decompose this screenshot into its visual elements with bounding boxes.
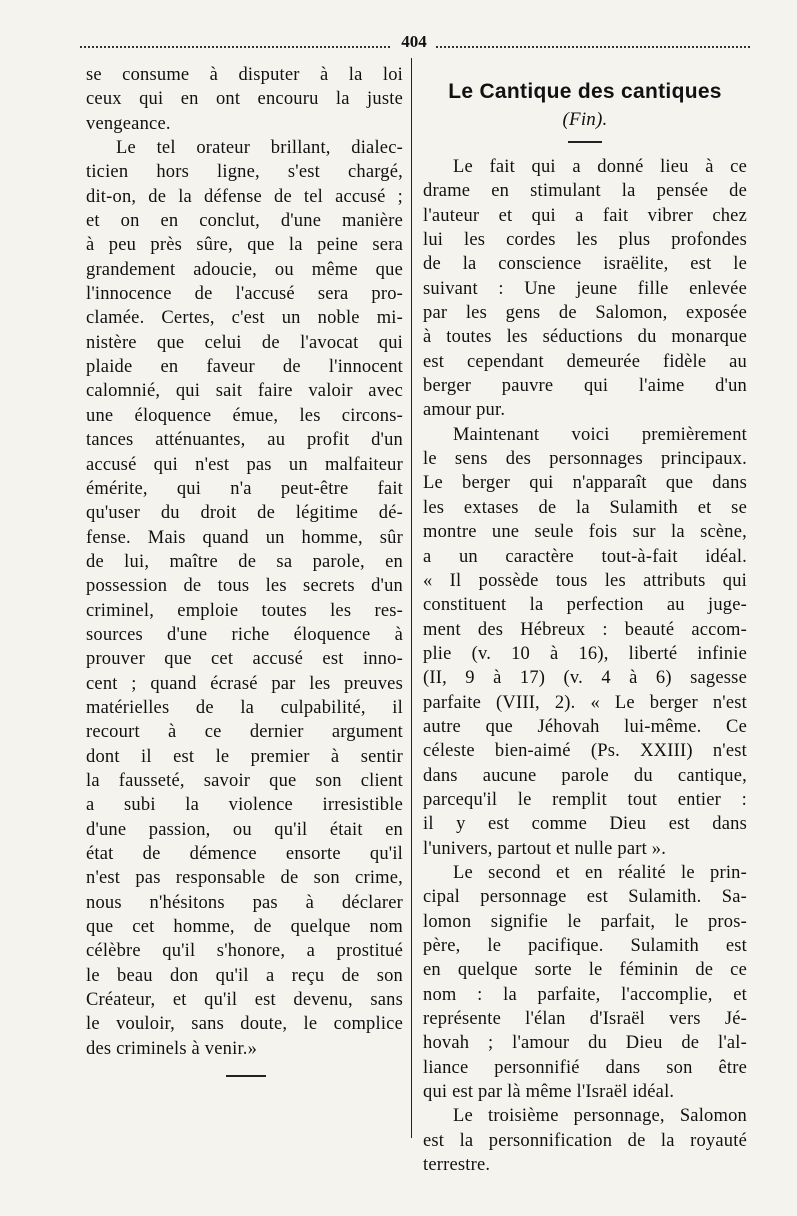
text-line: suivant : Une jeune fille enlevée — [423, 278, 747, 299]
text-line: l'univers, partout et nulle part ». — [423, 838, 667, 859]
text-line: Le second et en réalité le prin- — [453, 862, 747, 883]
text-line: liance personnifié dans son être — [423, 1057, 747, 1078]
text-line: la fausseté, savoir que son client — [86, 770, 403, 791]
text-line: recourt à ce dernier argument — [86, 722, 403, 743]
text-line: a un caractère tout-à-fait idéal. — [423, 546, 747, 567]
end-rule — [226, 1075, 266, 1077]
text-line: berger pauvre qui l'aime d'un — [423, 376, 747, 397]
text-line: clamée. Certes, c'est un noble mi- — [86, 308, 403, 329]
text-line: le beau don qu'il a reçu de son — [86, 965, 403, 986]
text-line: hovah ; l'amour du Dieu de l'al- — [423, 1033, 747, 1054]
text-line: émérite, qui n'a peut-être fait — [86, 478, 403, 499]
text-line: parcequ'il le remplit tout entier : — [423, 789, 747, 810]
text-line: Le berger qui n'apparaît que dans — [423, 473, 747, 494]
text-line: possession de tous les secrets d'un — [86, 576, 403, 597]
text-line: criminel, emploie toutes les res- — [86, 600, 403, 621]
text-line: montre une seule fois sur la scène, — [423, 522, 747, 543]
text-line: Maintenant voici premièrement — [453, 424, 747, 445]
right-column-text — [423, 155, 747, 1177]
text-line: dont il est le premier à sentir — [86, 746, 403, 767]
text-line: est cependant demeurée fidèle au — [423, 351, 747, 372]
text-line: ment des Hébreux : beauté accom- — [423, 619, 747, 640]
text-line: fense. Mais quand un homme, sûr — [86, 527, 403, 548]
text-line: matérielles de la culpabilité, il — [86, 697, 403, 718]
text-line: accusé qui n'est pas un malfaiteur — [86, 454, 403, 475]
text-line: Créateur, et qu'il est devenu, sans — [86, 990, 403, 1011]
text-line: a subi la violence irresistible — [86, 795, 403, 816]
text-line: célèbre qu'il s'honore, a prostitué — [86, 941, 403, 962]
text-line: il y est comme Dieu est dans — [423, 814, 747, 835]
column-divider — [411, 58, 412, 1138]
text-line: terrestre. — [423, 1155, 491, 1176]
text-line: vengeance. — [86, 113, 171, 134]
left-column — [86, 63, 403, 1061]
text-line: plaide en faveur de l'innocent — [86, 357, 403, 378]
text-line: des criminels à venir.» — [86, 1038, 258, 1059]
text-line: lomon signifie le parfait, le pros- — [423, 911, 747, 932]
right-column — [423, 63, 747, 1177]
text-line: dans aucune parole du cantique, — [423, 765, 747, 786]
text-line: calomnié, qui sait faire valoir avec — [86, 381, 403, 402]
text-line: est la personnification de la royauté — [423, 1130, 747, 1151]
text-line: père, le pacifique. Sulamith est — [423, 936, 747, 956]
text-line: nistère que celui de l'avocat qui — [86, 332, 403, 353]
text-line: prouver que cet accusé est inno- — [86, 649, 403, 670]
text-line: dit-on, de la défense de tel accusé ; — [86, 186, 403, 207]
text-line: plie (v. 10 à 16), liberté infinie — [423, 643, 747, 664]
text-line: n'est pas responsable de son crime, — [86, 868, 403, 889]
text-line: d'une passion, ou qu'il était en — [86, 819, 403, 840]
text-line: Le fait qui a donné lieu à ce — [453, 157, 747, 177]
text-line: Le troisième personnage, Salomon — [453, 1106, 747, 1127]
title-separator-rule — [568, 141, 602, 143]
text-line: que cet homme, de quelque nom — [86, 917, 403, 938]
text-line: céleste bien-aimé (Ps. XXIII) n'est — [423, 741, 747, 762]
text-line: sources d'une riche éloquence à — [86, 624, 403, 645]
text-line: qui est par là même l'Israël idéal. — [423, 1082, 675, 1103]
text-line: cipal personnage est Sulamith. Sa- — [423, 887, 747, 908]
text-line: se consume à disputer à la loi — [86, 65, 403, 85]
text-line: à toutes les séductions du monarque — [423, 327, 747, 348]
text-line: ticien hors ligne, s'est chargé, — [86, 162, 403, 183]
text-line: nom : la parfaite, l'accomplie, et — [423, 984, 747, 1005]
text-line: « Il possède tous les attributs qui — [423, 570, 747, 591]
text-line: lui les cordes les plus profondes — [423, 230, 747, 251]
text-line: de la conscience israëlite, est le — [423, 254, 747, 275]
text-line: l'innocence de l'accusé sera pro- — [86, 284, 403, 305]
text-line: tances atténuantes, au profit d'un — [86, 430, 403, 451]
text-line: (II, 9 à 17) (v. 4 à 6) sagesse — [423, 668, 747, 689]
text-line: grandement adoucie, ou même que — [86, 259, 403, 280]
text-line: amour pur. — [423, 400, 506, 421]
text-line: et on en conclut, d'une manière — [86, 211, 403, 232]
text-line: constituent la perfection au juge- — [423, 595, 747, 616]
text-line: par les gens de Salomon, exposée — [423, 303, 747, 324]
text-line: une éloquence émue, les circons- — [86, 405, 403, 426]
text-line: ceux qui en ont encouru la juste — [86, 89, 403, 110]
text-line: les extases de la Sulamith et se — [423, 497, 747, 518]
text-line: l'auteur et qui a fait vibrer chez — [423, 205, 747, 226]
text-line: en quelque sorte le féminin de ce — [423, 960, 747, 981]
text-line: le sens des personnages principaux. — [423, 449, 747, 470]
text-line: de lui, maître de sa parole, en — [86, 551, 403, 572]
text-line: représente l'élan d'Israël vers Jé- — [423, 1009, 747, 1030]
text-line: qu'user du droit de légitime dé- — [86, 503, 403, 524]
text-line: à peu près sûre, que la peine sera — [86, 235, 403, 256]
article-subtitle: (Fin). — [562, 109, 608, 130]
text-line: drame en stimulant la pensée de — [423, 181, 747, 202]
text-line: cent ; quand écrasé par les preuves — [86, 673, 403, 694]
text-line: le vouloir, sans doute, le complice — [86, 1014, 403, 1035]
text-line: autre que Jéhovah lui-même. Ce — [423, 716, 747, 737]
text-line: Le tel orateur brillant, dialec- — [116, 138, 403, 159]
text-line: parfaite (VIII, 2). « Le berger n'est — [423, 692, 747, 713]
text-line: nous n'hésitons pas à déclarer — [86, 892, 403, 913]
page-number: 404 — [392, 32, 436, 52]
text-line: état de démence ensorte qu'il — [86, 844, 403, 864]
article-title: Le Cantique des cantiques — [448, 80, 722, 103]
